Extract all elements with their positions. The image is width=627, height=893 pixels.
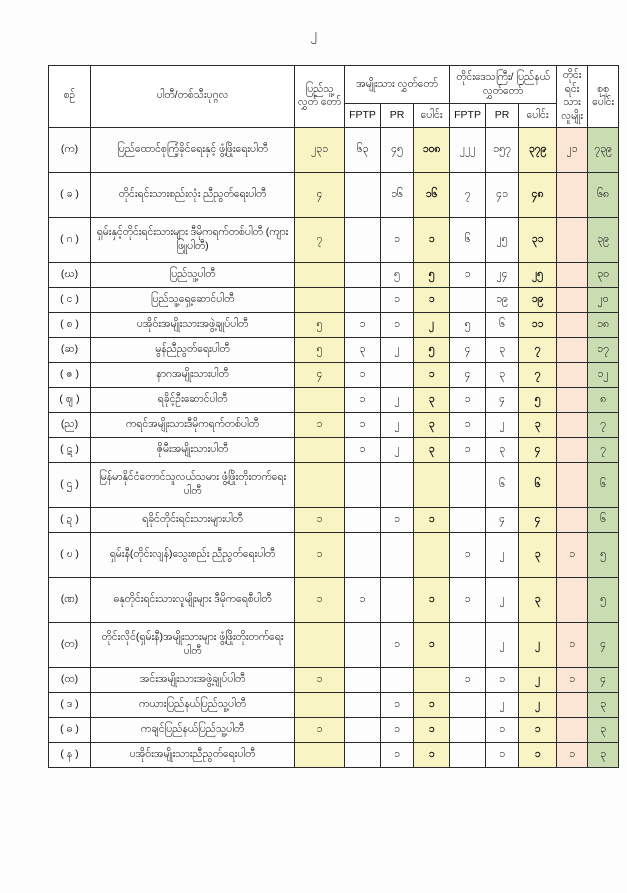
region-fptp-cell [450, 717, 486, 742]
region-pr-cell: ၂ [486, 692, 519, 717]
table-row [49, 172, 619, 217]
pyithu-seats-cell: ၇ [295, 217, 345, 262]
party-name-cell: ကရင်အမျိုးသားဒီမိုကရက်တစ်ပါတီ [91, 412, 295, 437]
grand-total-cell: ၂၀ [588, 287, 619, 312]
region-total-cell: ၃၇၉ [519, 127, 557, 172]
table-header [49, 66, 619, 128]
amyotha-total-cell: ၁ [414, 507, 450, 532]
header-region-fptp: FPTP [450, 104, 486, 127]
grand-total-cell: ၁၇ [588, 337, 619, 362]
party-name-cell: ရခိုင့်ဦးဆောင်ပါတီ [91, 387, 295, 412]
region-total-cell: ၂ [519, 667, 557, 692]
amyotha-pr-cell [381, 577, 414, 622]
table-row [49, 412, 619, 437]
region-pr-cell: ၄ [486, 387, 519, 412]
table-row [49, 337, 619, 362]
amyotha-fptp-cell [345, 667, 381, 692]
amyotha-fptp-cell: ၃ [345, 337, 381, 362]
region-pr-cell: ၂၄ [486, 262, 519, 287]
ethnic-affairs-cell [557, 462, 588, 507]
amyotha-pr-cell: ၄၅ [381, 127, 414, 172]
ethnic-affairs-cell [557, 287, 588, 312]
region-total-cell: ၃ [519, 412, 557, 437]
amyotha-fptp-cell [345, 532, 381, 577]
region-pr-cell: ၃ [486, 362, 519, 387]
pyithu-seats-cell: ၅ [295, 312, 345, 337]
pyithu-seats-cell [295, 287, 345, 312]
region-pr-cell: ၂၅ [486, 217, 519, 262]
header-grand-total: စုစု ပေါင်း [588, 66, 619, 128]
table-row [49, 532, 619, 577]
amyotha-pr-cell: ၁ [381, 742, 414, 767]
amyotha-total-cell: ၁ [414, 217, 450, 262]
header-party: ပါတီ/တစ်သီးပုဂ္ဂလ [91, 66, 295, 128]
amyotha-pr-cell: ၁ [381, 507, 414, 532]
serial-cell: (ထ) [49, 667, 91, 692]
ethnic-affairs-cell: ၁ [557, 742, 588, 767]
pyithu-seats-cell: ၁ [295, 412, 345, 437]
serial-cell: (ဃ) [49, 262, 91, 287]
region-fptp-cell: ၁ [450, 577, 486, 622]
amyotha-total-cell: ၁ [414, 577, 450, 622]
amyotha-pr-cell: ၅ [381, 262, 414, 287]
ethnic-affairs-cell [557, 437, 588, 462]
region-pr-cell: ၁ [486, 667, 519, 692]
region-fptp-cell [450, 462, 486, 507]
amyotha-pr-cell: ၂ [381, 412, 414, 437]
serial-cell: ( န ) [49, 742, 91, 767]
serial-cell: ( ဓ ) [49, 717, 91, 742]
party-name-cell: ပအိုဝ်းအမျိုးသားညီညွတ်ရေးပါတီ [91, 742, 295, 767]
table-body [49, 127, 619, 767]
region-pr-cell: ၁၅၇ [486, 127, 519, 172]
serial-cell: ( ခ ) [49, 172, 91, 217]
region-fptp-cell: ၁ [450, 437, 486, 462]
party-name-cell: တိုင်းရင်းသားစည်းလုံး ညီညွတ်ရေးပါတီ [91, 172, 295, 217]
amyotha-fptp-cell [345, 507, 381, 532]
amyotha-fptp-cell: ၁ [345, 362, 381, 387]
header-region-pr: PR [486, 104, 519, 127]
serial-cell: (တ) [49, 622, 91, 667]
amyotha-pr-cell [381, 362, 414, 387]
header-region-state-hluttaw-group: တိုင်းဒေသကြီး/ ပြည်နယ်လွှတ်တော် [450, 66, 557, 104]
pyithu-seats-cell: ၂၃၁ [295, 127, 345, 172]
table-row [49, 742, 619, 767]
amyotha-total-cell: ၁ [414, 692, 450, 717]
serial-cell: ( ဎ ) [49, 532, 91, 577]
pyithu-seats-cell [295, 692, 345, 717]
table-row [49, 667, 619, 692]
amyotha-fptp-cell: ၁ [345, 312, 381, 337]
amyotha-pr-cell: ၁ [381, 717, 414, 742]
pyithu-seats-cell: ၁ [295, 667, 345, 692]
region-total-cell: ၃ [519, 577, 557, 622]
party-name-cell: နာဂအမျိုးသားပါတီ [91, 362, 295, 387]
ethnic-affairs-cell: ၁ [557, 667, 588, 692]
grand-total-cell: ၅ [588, 577, 619, 622]
region-fptp-cell [450, 622, 486, 667]
region-total-cell: ၁၁ [519, 312, 557, 337]
amyotha-pr-cell: ၁၆ [381, 172, 414, 217]
party-name-cell: မွန်ညီညွတ်ရေးပါတီ [91, 337, 295, 362]
amyotha-fptp-cell [345, 717, 381, 742]
region-fptp-cell: ၆ [450, 217, 486, 262]
amyotha-total-cell [414, 667, 450, 692]
ethnic-affairs-cell: ၁ [557, 622, 588, 667]
amyotha-total-cell [414, 462, 450, 507]
party-name-cell: ကယားပြည်နယ်ပြည်သူ့ပါတီ [91, 692, 295, 717]
amyotha-fptp-cell [345, 172, 381, 217]
serial-cell: ( ဈ ) [49, 387, 91, 412]
seat-allocation-table [48, 65, 619, 768]
table-row [49, 622, 619, 667]
amyotha-total-cell: ၁၆ [414, 172, 450, 217]
region-total-cell: ၄၈ [519, 172, 557, 217]
amyotha-fptp-cell [345, 217, 381, 262]
region-pr-cell: ၃ [486, 337, 519, 362]
amyotha-pr-cell: ၂ [381, 387, 414, 412]
ethnic-affairs-cell [557, 337, 588, 362]
region-total-cell: ၁ [519, 717, 557, 742]
grand-total-cell: ၇၃၉ [588, 127, 619, 172]
grand-total-cell: ၁၈ [588, 312, 619, 337]
ethnic-affairs-cell [557, 312, 588, 337]
region-pr-cell: ၆ [486, 312, 519, 337]
pyithu-seats-cell: ၁ [295, 507, 345, 532]
serial-cell: ( ဂ ) [49, 217, 91, 262]
pyithu-seats-cell [295, 387, 345, 412]
serial-cell: ( စ ) [49, 312, 91, 337]
party-name-cell: ပအိုဝ်းအမျိုးသားအဖွဲ့ချုပ်ပါတီ [91, 312, 295, 337]
region-fptp-cell: ၇ [450, 172, 486, 217]
pyithu-seats-cell [295, 437, 345, 462]
region-total-cell: ၃ [519, 532, 557, 577]
serial-cell: (က) [49, 127, 91, 172]
amyotha-fptp-cell: ၆၃ [345, 127, 381, 172]
region-pr-cell: ၄၁ [486, 172, 519, 217]
grand-total-cell: ၇ [588, 412, 619, 437]
amyotha-pr-cell: ၁ [381, 692, 414, 717]
serial-cell: ( ဇ ) [49, 362, 91, 387]
pyithu-seats-cell: ၁ [295, 532, 345, 577]
region-fptp-cell [450, 287, 486, 312]
grand-total-cell: ၃၀ [588, 262, 619, 287]
grand-total-cell: ၄ [588, 667, 619, 692]
region-fptp-cell: ၁ [450, 262, 486, 287]
amyotha-fptp-cell: ၁ [345, 412, 381, 437]
amyotha-pr-cell: ၁ [381, 287, 414, 312]
grand-total-cell: ၆ [588, 462, 619, 507]
region-total-cell: ၂ [519, 622, 557, 667]
party-name-cell: ရခိုင်တိုင်းရင်းသားများပါတီ [91, 507, 295, 532]
table-row [49, 717, 619, 742]
region-pr-cell: ၂ [486, 532, 519, 577]
amyotha-total-cell: ၃ [414, 412, 450, 437]
grand-total-cell: ၁၂ [588, 362, 619, 387]
amyotha-pr-cell [381, 532, 414, 577]
region-total-cell: ၆ [519, 462, 557, 507]
header-region-total: ပေါင်း [519, 104, 557, 127]
header-amyotha-fptp: FPTP [345, 104, 381, 127]
pyithu-seats-cell: ၅ [295, 337, 345, 362]
amyotha-total-cell: ၃ [414, 437, 450, 462]
ethnic-affairs-cell [557, 362, 588, 387]
grand-total-cell: ၈ [588, 387, 619, 412]
region-fptp-cell [450, 742, 486, 767]
pyithu-seats-cell [295, 262, 345, 287]
table-row [49, 127, 619, 172]
party-name-cell: ရှမ်းနှင့်တိုင်းရင်းသားများ ဒီမိုကရက်တစ်ပါတီ (ကျားဖြူပါတီ) [91, 217, 295, 262]
ethnic-affairs-cell [557, 217, 588, 262]
region-total-cell: ၁၉ [519, 287, 557, 312]
region-pr-cell: ၃ [486, 437, 519, 462]
amyotha-fptp-cell [345, 622, 381, 667]
grand-total-cell: ၇ [588, 437, 619, 462]
table-row [49, 387, 619, 412]
region-pr-cell: ၂ [486, 622, 519, 667]
amyotha-total-cell: ၁ [414, 287, 450, 312]
amyotha-pr-cell [381, 667, 414, 692]
ethnic-affairs-cell [557, 172, 588, 217]
party-name-cell: ဇိုမီးအမျိုးသားပါတီ [91, 437, 295, 462]
region-fptp-cell: ၄ [450, 362, 486, 387]
header-ethnic-affairs: တိုင်း ရင်း သား လူမျိုး [557, 66, 588, 128]
ethnic-affairs-cell: ၂၁ [557, 127, 588, 172]
region-total-cell: ၁ [519, 742, 557, 767]
region-total-cell: ၅ [519, 387, 557, 412]
amyotha-fptp-cell: ၁ [345, 577, 381, 622]
region-total-cell: ၄ [519, 437, 557, 462]
serial-cell: (ည) [49, 412, 91, 437]
header-amyotha-pr: PR [381, 104, 414, 127]
region-total-cell: ၃၁ [519, 217, 557, 262]
table-row [49, 217, 619, 262]
grand-total-cell: ၃ [588, 717, 619, 742]
pyithu-seats-cell: ၄ [295, 172, 345, 217]
header-amyotha-hluttaw-group: အမျိုးသား လွှတ်တော် [345, 66, 450, 104]
pyithu-seats-cell: ၁ [295, 717, 345, 742]
amyotha-pr-cell [381, 462, 414, 507]
region-pr-cell: ၂ [486, 412, 519, 437]
ethnic-affairs-cell [557, 387, 588, 412]
amyotha-pr-cell: ၁ [381, 622, 414, 667]
amyotha-pr-cell: ၂ [381, 337, 414, 362]
region-fptp-cell: ၂၂၂ [450, 127, 486, 172]
grand-total-cell: ၆၈ [588, 172, 619, 217]
amyotha-fptp-cell: ၁ [345, 387, 381, 412]
serial-cell: ( ဍ ) [49, 507, 91, 532]
grand-total-cell: ၄ [588, 622, 619, 667]
table-row [49, 692, 619, 717]
region-pr-cell: ၂ [486, 577, 519, 622]
serial-cell: ( ဌ ) [49, 462, 91, 507]
region-pr-cell: ၁ [486, 742, 519, 767]
region-fptp-cell [450, 507, 486, 532]
ethnic-affairs-cell [557, 262, 588, 287]
grand-total-cell: ၃ [588, 742, 619, 767]
party-name-cell: အင်းအမျိုးသားအဖွဲ့ချုပ်ပါတီ [91, 667, 295, 692]
pyithu-seats-cell: ၁ [295, 577, 345, 622]
region-pr-cell: ၆ [486, 462, 519, 507]
amyotha-total-cell: ၃ [414, 387, 450, 412]
party-name-cell: မြန်မာနိုင်ငံတောင်သူလယ်သမား ဖွံ့ဖြိုးတိုးတက်ရေးပါတီ [91, 462, 295, 507]
pyithu-seats-cell [295, 462, 345, 507]
grand-total-cell: ၆ [588, 507, 619, 532]
amyotha-fptp-cell [345, 287, 381, 312]
amyotha-total-cell: ၁ [414, 362, 450, 387]
ethnic-affairs-cell [557, 692, 588, 717]
table-row [49, 577, 619, 622]
amyotha-total-cell: ၅ [414, 337, 450, 362]
region-pr-cell: ၁ [486, 717, 519, 742]
ethnic-affairs-cell [557, 577, 588, 622]
amyotha-fptp-cell [345, 742, 381, 767]
region-fptp-cell [450, 692, 486, 717]
table-row [49, 462, 619, 507]
amyotha-fptp-cell: ၁ [345, 437, 381, 462]
serial-cell: (ဆ) [49, 337, 91, 362]
serial-cell: ( ဒ ) [49, 692, 91, 717]
party-name-cell: ဓနုတိုင်းရင်းသားလူမျိုးများ ဒီမိုကရေစီပါတီ [91, 577, 295, 622]
region-fptp-cell: ၁ [450, 412, 486, 437]
region-total-cell: ၂ [519, 692, 557, 717]
grand-total-cell: ၅ [588, 532, 619, 577]
pyithu-seats-cell: ၄ [295, 362, 345, 387]
region-total-cell: ၄ [519, 507, 557, 532]
amyotha-total-cell: ၁ [414, 717, 450, 742]
grand-total-cell: ၃၉ [588, 217, 619, 262]
header-serial: စဉ် [49, 66, 91, 128]
grand-total-cell: ၃ [588, 692, 619, 717]
table-row [49, 312, 619, 337]
amyotha-total-cell: ၁ [414, 622, 450, 667]
header-pyithu-hluttaw: ပြည်သူ့ လွှတ် တော် [295, 66, 345, 128]
amyotha-pr-cell: ၁ [381, 217, 414, 262]
serial-cell: ( င ) [49, 287, 91, 312]
amyotha-fptp-cell [345, 262, 381, 287]
region-fptp-cell: ၁ [450, 387, 486, 412]
table-row [49, 262, 619, 287]
amyotha-total-cell: ၁၀၈ [414, 127, 450, 172]
party-name-cell: ပြည်သူ့ရှေ့ဆောင်ပါတီ [91, 287, 295, 312]
amyotha-fptp-cell [345, 462, 381, 507]
serial-cell: ( ဋ ) [49, 437, 91, 462]
page-number: ၂ [310, 26, 317, 41]
serial-cell: (ဏ) [49, 577, 91, 622]
region-pr-cell: ၁၉ [486, 287, 519, 312]
region-fptp-cell: ၁ [450, 532, 486, 577]
ethnic-affairs-cell: ၁ [557, 532, 588, 577]
amyotha-total-cell: ၅ [414, 262, 450, 287]
region-fptp-cell: ၁ [450, 667, 486, 692]
ethnic-affairs-cell [557, 717, 588, 742]
region-total-cell: ၇ [519, 362, 557, 387]
amyotha-total-cell [414, 532, 450, 577]
party-name-cell: ပြည်သူ့ပါတီ [91, 262, 295, 287]
amyotha-total-cell: ၁ [414, 742, 450, 767]
pyithu-seats-cell [295, 742, 345, 767]
table-row [49, 437, 619, 462]
region-fptp-cell: ၄ [450, 337, 486, 362]
party-name-cell: ရှမ်းနီ(တိုင်းလျန်)သွေးစည်း ညီညွတ်ရေးပါတီ [91, 532, 295, 577]
ethnic-affairs-cell [557, 507, 588, 532]
party-name-cell: ကချင်ပြည်နယ်ပြည်သူ့ပါတီ [91, 717, 295, 742]
table-row [49, 507, 619, 532]
region-total-cell: ၇ [519, 337, 557, 362]
table-row [49, 362, 619, 387]
amyotha-fptp-cell [345, 692, 381, 717]
amyotha-pr-cell: ၁ [381, 312, 414, 337]
party-name-cell: တိုင်းလိုင်(ရှမ်းနီ)အမျိုးသားများ ဖွံ့ဖြိုးတိုးတက်ရေးပါတီ [91, 622, 295, 667]
amyotha-pr-cell: ၂ [381, 437, 414, 462]
region-total-cell: ၂၅ [519, 262, 557, 287]
table-row [49, 287, 619, 312]
party-name-cell: ပြည်ထောင်စုကြံ့ခိုင်ရေးနှင့် ဖွံ့ဖြိုးရေးပါတီ [91, 127, 295, 172]
ethnic-affairs-cell [557, 412, 588, 437]
region-fptp-cell: ၅ [450, 312, 486, 337]
region-pr-cell: ၄ [486, 507, 519, 532]
pyithu-seats-cell [295, 622, 345, 667]
header-amyotha-total: ပေါင်း [414, 104, 450, 127]
amyotha-total-cell: ၂ [414, 312, 450, 337]
